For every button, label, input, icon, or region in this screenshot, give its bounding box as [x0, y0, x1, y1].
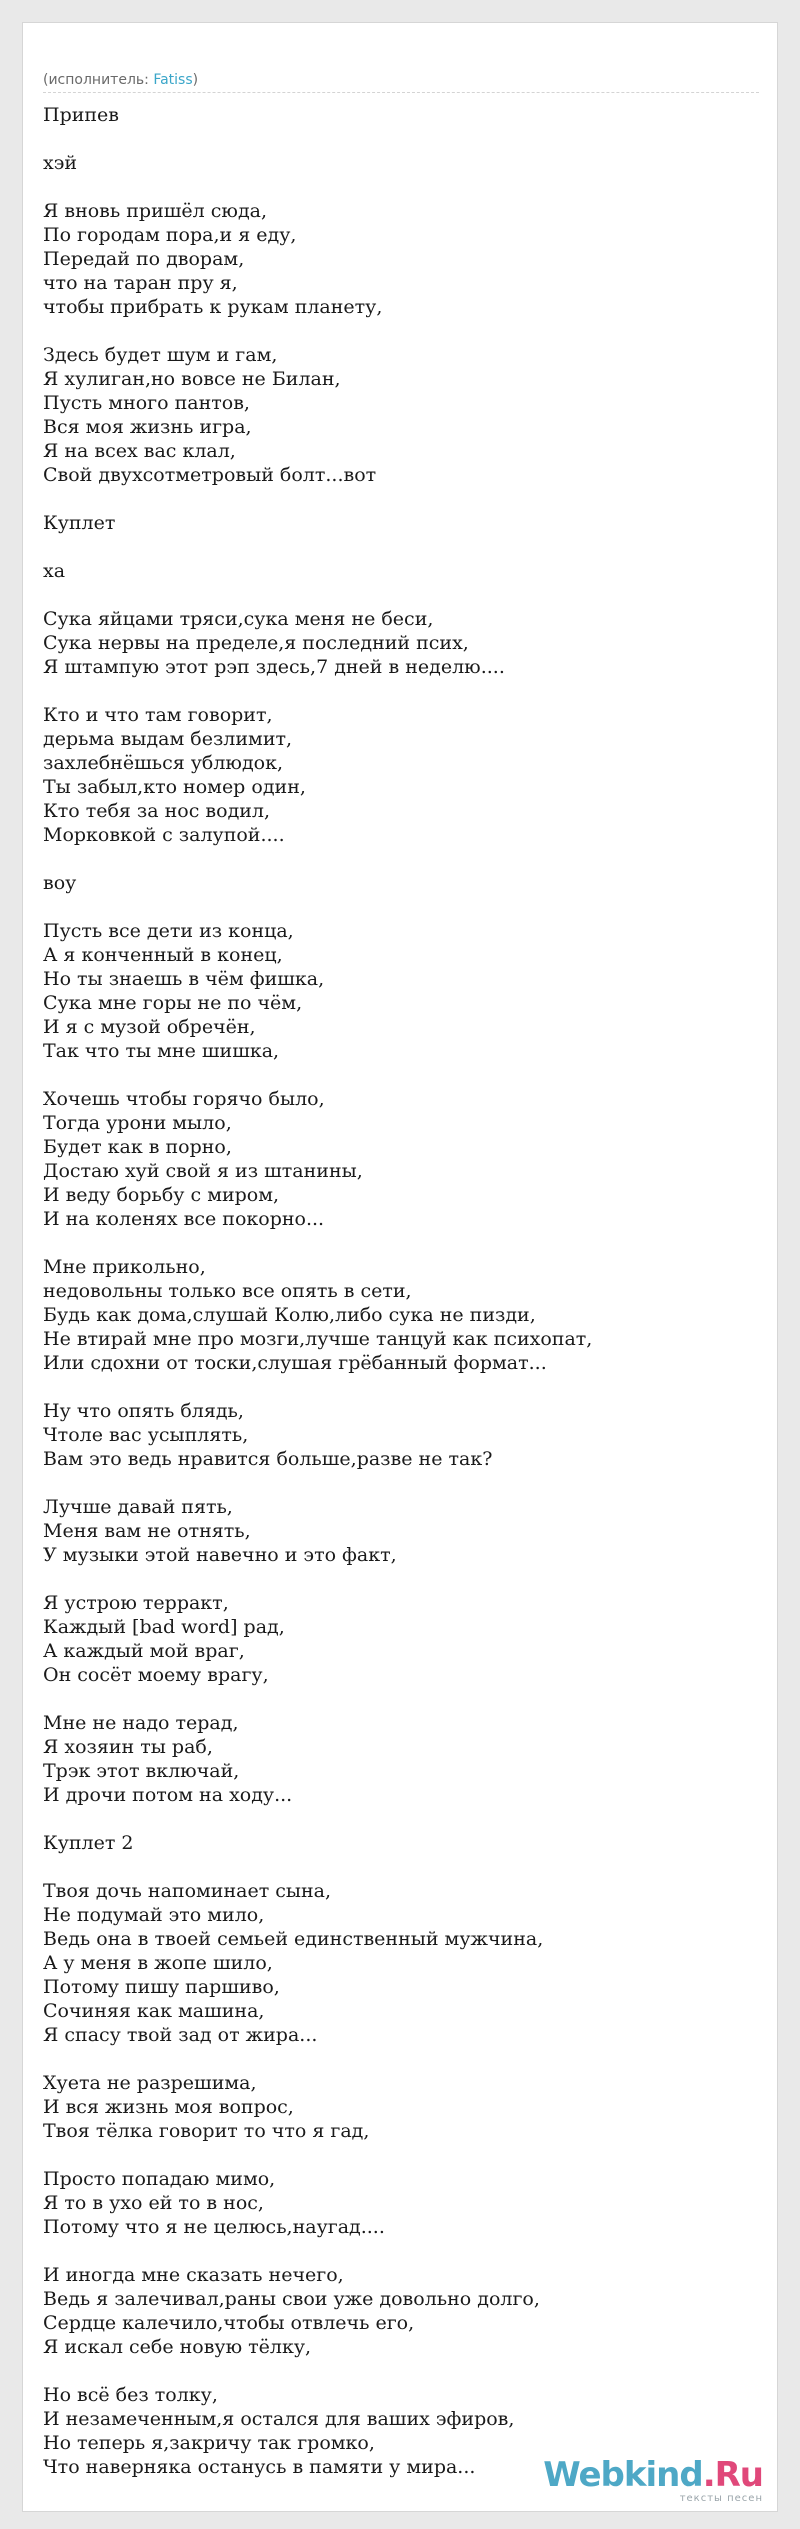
blank-line — [43, 175, 759, 199]
blank-line — [43, 1855, 759, 1879]
lyric-line: Будет как в порно, — [43, 1136, 232, 1158]
lyric-line: Но теперь я,закричу так громко, — [43, 2432, 375, 2454]
lyric-line: недовольны только все опять в сети, — [43, 1280, 412, 1302]
lyric-line: Куплет 2 — [43, 1832, 134, 1854]
lyric-line: Сука яйцами тряси,сука меня не беси, — [43, 608, 434, 630]
blank-line — [43, 127, 759, 151]
lyric-line: Пусть все дети из конца, — [43, 920, 294, 942]
artist-line — [43, 71, 759, 93]
lyric-line: Вся моя жизнь игра, — [43, 416, 252, 438]
lyric-line: Не подумай это мило, — [43, 1904, 265, 1926]
lyric-line: хэй — [43, 152, 78, 174]
lyric-line: Свой двухсотметровый болт...вот — [43, 464, 377, 486]
lyric-line: Меня вам не отнять, — [43, 1520, 251, 1542]
lyric-line: Твоя тёлка говорит то что я гад, — [43, 2120, 370, 2142]
site-logo[interactable] — [543, 2457, 763, 2505]
lyric-line: Он сосёт моему врагу, — [43, 1664, 269, 1686]
blank-line — [43, 319, 759, 343]
artist-suffix: ) — [192, 72, 199, 88]
lyric-line: Сочиняя как машина, — [43, 2000, 265, 2022]
lyric-line: И дрочи потом на ходу... — [43, 1784, 293, 1806]
lyric-line: Достаю хуй свой я из штанины, — [43, 1160, 363, 1182]
blank-line — [43, 535, 759, 559]
blank-line — [43, 1375, 759, 1399]
lyrics-card — [22, 22, 778, 2512]
lyric-line: И я с музой обречён, — [43, 1016, 256, 1038]
blank-line — [43, 2143, 759, 2167]
blank-line — [43, 2047, 759, 2071]
lyric-line: Тогда урони мыло, — [43, 1112, 232, 1134]
blank-line — [43, 895, 759, 919]
blank-line — [43, 1807, 759, 1831]
lyric-line: Кто и что там говорит, — [43, 704, 273, 726]
lyric-line: Мне прикольно, — [43, 1256, 206, 1278]
lyric-line: Потому пишу паршиво, — [43, 1976, 280, 1998]
lyric-line: Морковкой с залупой.... — [43, 824, 285, 846]
lyric-line: Я на всех вас клал, — [43, 440, 236, 462]
lyric-line: Так что ты мне шишка, — [43, 1040, 280, 1062]
lyric-line: Я спасу твой зад от жира... — [43, 2024, 318, 2046]
lyric-line: Но всё без толку, — [43, 2384, 218, 2406]
lyric-line: Хочешь чтобы горячо было, — [43, 1088, 325, 1110]
lyric-line: ха — [43, 560, 66, 582]
lyric-line: Не втирай мне про мозги,лучше танцуй как психопат, — [43, 1328, 593, 1350]
lyric-line: И незамеченным,я остался для ваших эфиров, — [43, 2408, 515, 2430]
lyric-line: Пусть много пантов, — [43, 392, 250, 414]
lyric-line: Но ты знаешь в чём фишка, — [43, 968, 325, 990]
blank-line — [43, 1471, 759, 1495]
lyric-line: захлебнёшься ублюдок, — [43, 752, 284, 774]
blank-line — [43, 1063, 759, 1087]
lyrics-text — [43, 103, 759, 2479]
lyric-line: Я вновь пришёл сюда, — [43, 200, 268, 222]
lyric-line: что на таран пру я, — [43, 272, 238, 294]
lyric-line: чтобы прибрать к рукам планету, — [43, 296, 383, 318]
lyric-line: Я то в ухо ей то в нос, — [43, 2192, 264, 2214]
lyric-line: Я искал себе новую тёлку, — [43, 2336, 312, 2358]
lyric-line: Передай по дворам, — [43, 248, 245, 270]
lyric-line: У музыки этой навечно и это факт, — [43, 1544, 397, 1566]
lyric-line: Кто тебя за нос водил, — [43, 800, 271, 822]
blank-line — [43, 1687, 759, 1711]
lyric-line: Лучше давай пять, — [43, 1496, 233, 1518]
lyric-line: Сердце калечило,чтобы отвлечь его, — [43, 2312, 415, 2334]
blank-line — [43, 487, 759, 511]
logo-domain: .Ru — [702, 2455, 763, 2495]
lyric-line: воу — [43, 872, 77, 894]
lyric-line: Твоя дочь напоминает сына, — [43, 1880, 332, 1902]
lyric-line: А я конченный в конец, — [43, 944, 283, 966]
lyric-line: Я хулиган,но вовсе не Билан, — [43, 368, 341, 390]
lyric-line: И веду борьбу с миром, — [43, 1184, 280, 1206]
lyric-line: И иногда мне сказать нечего, — [43, 2264, 344, 2286]
lyric-line: Припев — [43, 104, 119, 126]
logo-name: Webkind — [543, 2455, 703, 2495]
blank-line — [43, 1231, 759, 1255]
lyric-line: А каждый мой враг, — [43, 1640, 245, 1662]
lyric-line: Мне не надо терад, — [43, 1712, 239, 1734]
artist-prefix: (исполнитель: — [43, 72, 154, 88]
lyric-line: Хуета не разрешима, — [43, 2072, 257, 2094]
artist-link[interactable]: Fatiss — [153, 72, 193, 88]
lyric-line: Трэк этот включай, — [43, 1760, 240, 1782]
lyric-line: Ну что опять блядь, — [43, 1400, 244, 1422]
lyric-line: Я устрою терракт, — [43, 1592, 229, 1614]
lyric-line: Чтоле вас усыплять, — [43, 1424, 249, 1446]
lyric-line: Сука мне горы не по чём, — [43, 992, 303, 1014]
lyric-line: Будь как дома,слушай Колю,либо сука не пизди, — [43, 1304, 536, 1326]
lyric-line: И вся жизнь моя вопрос, — [43, 2096, 294, 2118]
lyric-line: Что наверняка останусь в памяти у мира... — [43, 2456, 476, 2478]
lyric-line: дерьма выдам безлимит, — [43, 728, 293, 750]
lyric-line: Потому что я не целюсь,наугад.... — [43, 2216, 385, 2238]
lyric-line: Куплет — [43, 512, 116, 534]
blank-line — [43, 1567, 759, 1591]
lyric-line: Каждый [bad word] рад, — [43, 1616, 285, 1638]
blank-line — [43, 679, 759, 703]
lyric-line: Ведь она в твоей семьей единственный мужчина, — [43, 1928, 544, 1950]
lyric-line: Ты забыл,кто номер один, — [43, 776, 306, 798]
lyric-line: Сука нервы на пределе,я последний псих, — [43, 632, 469, 654]
lyric-line: Просто попадаю мимо, — [43, 2168, 276, 2190]
logo-tagline: тексты песен — [679, 2493, 763, 2504]
lyric-line: Ведь я залечивал,раны свои уже довольно долго, — [43, 2288, 540, 2310]
lyric-line: Или сдохни от тоски,слушая грёбанный формат... — [43, 1352, 547, 1374]
lyric-line: Вам это ведь нравится больше,разве не так? — [43, 1448, 493, 1470]
lyric-line: А у меня в жопе шило, — [43, 1952, 273, 1974]
blank-line — [43, 847, 759, 871]
blank-line — [43, 583, 759, 607]
blank-line — [43, 2359, 759, 2383]
lyric-line: И на коленях все покорно... — [43, 1208, 325, 1230]
lyric-line: Я штампую этот рэп здесь,7 дней в неделю.... — [43, 656, 505, 678]
blank-line — [43, 2239, 759, 2263]
lyric-line: По городам пора,и я еду, — [43, 224, 297, 246]
lyric-line: Здесь будет шум и гам, — [43, 344, 278, 366]
lyric-line: Я хозяин ты раб, — [43, 1736, 213, 1758]
